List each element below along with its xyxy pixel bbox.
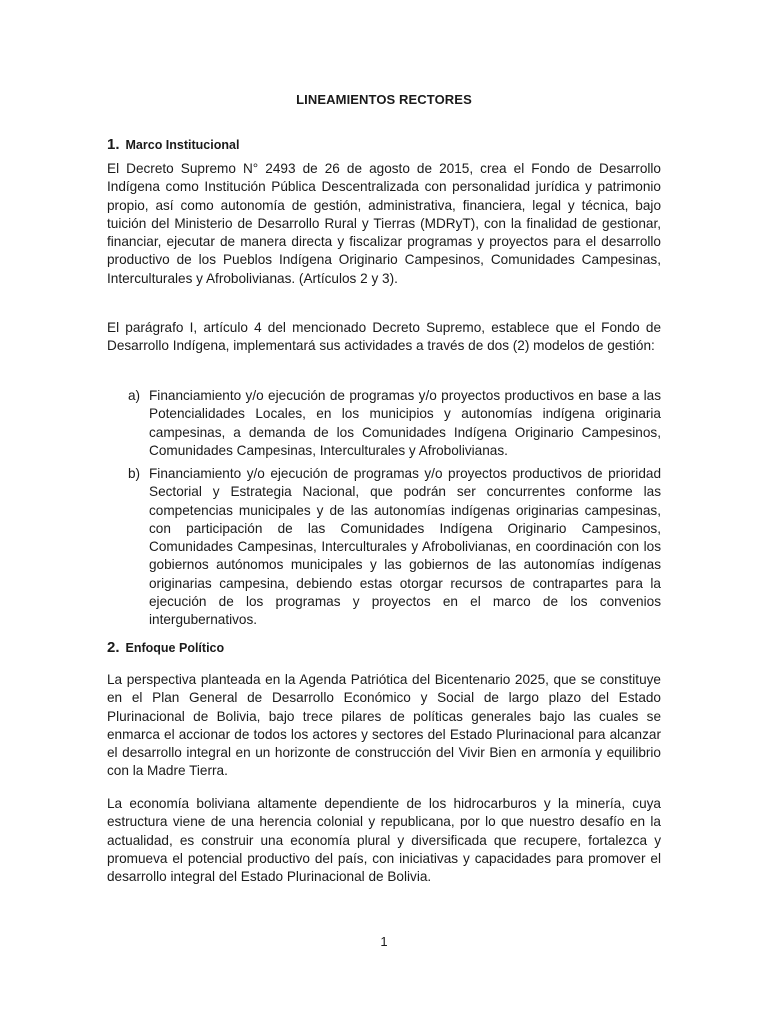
section-1-list: [128, 387, 661, 460]
section-1-heading: [107, 136, 239, 153]
section-1-title: Marco Institucional: [125, 138, 240, 152]
document-title: LINEAMIENTOS RECTORES: [296, 92, 472, 107]
section-2-number: 2.: [107, 639, 120, 656]
list-marker-b: b): [128, 466, 141, 481]
page-number: 1: [380, 934, 388, 949]
section-1-paragraph-1: El Decreto Supremo N° 2493 de 26 de agosto de 2015, crea el Fondo de Desarrollo Indígena como Institución Pública Descentralizada con personalidad jurídica y patrimonio propio, así como autonomía de gestión, administrativa, financiera, legal y técnica, bajo tuición del Ministerio de Desarrollo Rural y Tierras (MDRyT), con la finalidad de gestionar, financiar, ejecutar de manera directa y fiscalizar programas y proyectos para el desarrollo productivo de los Pueblos Indígena Originario Campesinos, Comunidades Campesinas, Interculturales y Afrobolivianas. (Artículos 2 y 3).: [107, 161, 661, 286]
section-1-paragraph-2: El parágrafo I, artículo 4 del mencionado Decreto Supremo, establece que el Fondo de Desarrollo Indígena, implementará sus actividades a través de dos (2) modelos de gestión:: [107, 320, 661, 354]
section-2-title: Enfoque Político: [125, 641, 225, 655]
list-item-a: [128, 387, 661, 460]
section-1-list-continued: [128, 465, 661, 630]
list-text-a: Financiamiento y/o ejecución de programas y/o proyectos productivos en base a las Potencialidades Locales, en los municipios y autonomías indígena originaria campesinas, a demanda de los Comunidades Indígena Originario Campesinos, Comunidades Campesinas, Interculturales y Afrobolivianas.: [149, 388, 661, 458]
list-text-b: Financiamiento y/o ejecución de programas y/o proyectos productivos de prioridad Sectorial y Estrategia Nacional, que podrán ser concurrentes conforme las competencias municipales y de las autonomías indígenas originarias campesinas, con participación de las Comunidades Indígena Originario Campesinos, Comunidades Campesinas, Interculturales y Afrobolivianas, en coordinación con los gobiernos autónomos municipales y las gobiernos de las autonomías indígenas originarias campesina, debiendo estas otorgar recursos de contrapartes para la ejecución de los programas y proyectos en el marco de los convenios intergubernativos.: [149, 466, 661, 628]
list-item-b: [128, 465, 661, 630]
list-marker-a: a): [128, 388, 141, 403]
section-2-heading: [107, 639, 224, 656]
section-2-paragraph-1: La perspectiva planteada en la Agenda Patriótica del Bicentenario 2025, que se constituye en el Plan General de Desarrollo Económico y Social de largo plazo del Estado Plurinacional de Bolivia, bajo trece pilares de políticas generales bajo las cuales se enmarca el accionar de todos los actores y sectores del Estado Plurinacional para alcanzar el desarrollo integral en un horizonte de construcción del Vivir Bien en armonía y equilibrio con la Madre Tierra.: [107, 672, 661, 779]
section-2-paragraph-2: La economía boliviana altamente dependiente de los hidrocarburos y la minería, cuya estructura viene de una herencia colonial y republicana, por lo que nuestro desafío en la actualidad, es construir una economía plural y diversificada que recupere, fortalezca y promueva el potencial productivo del país, con iniciativas y capacidades para promover el desarrollo integral del Estado Plurinacional de Bolivia.: [107, 796, 661, 885]
section-1-number: 1.: [107, 136, 120, 153]
